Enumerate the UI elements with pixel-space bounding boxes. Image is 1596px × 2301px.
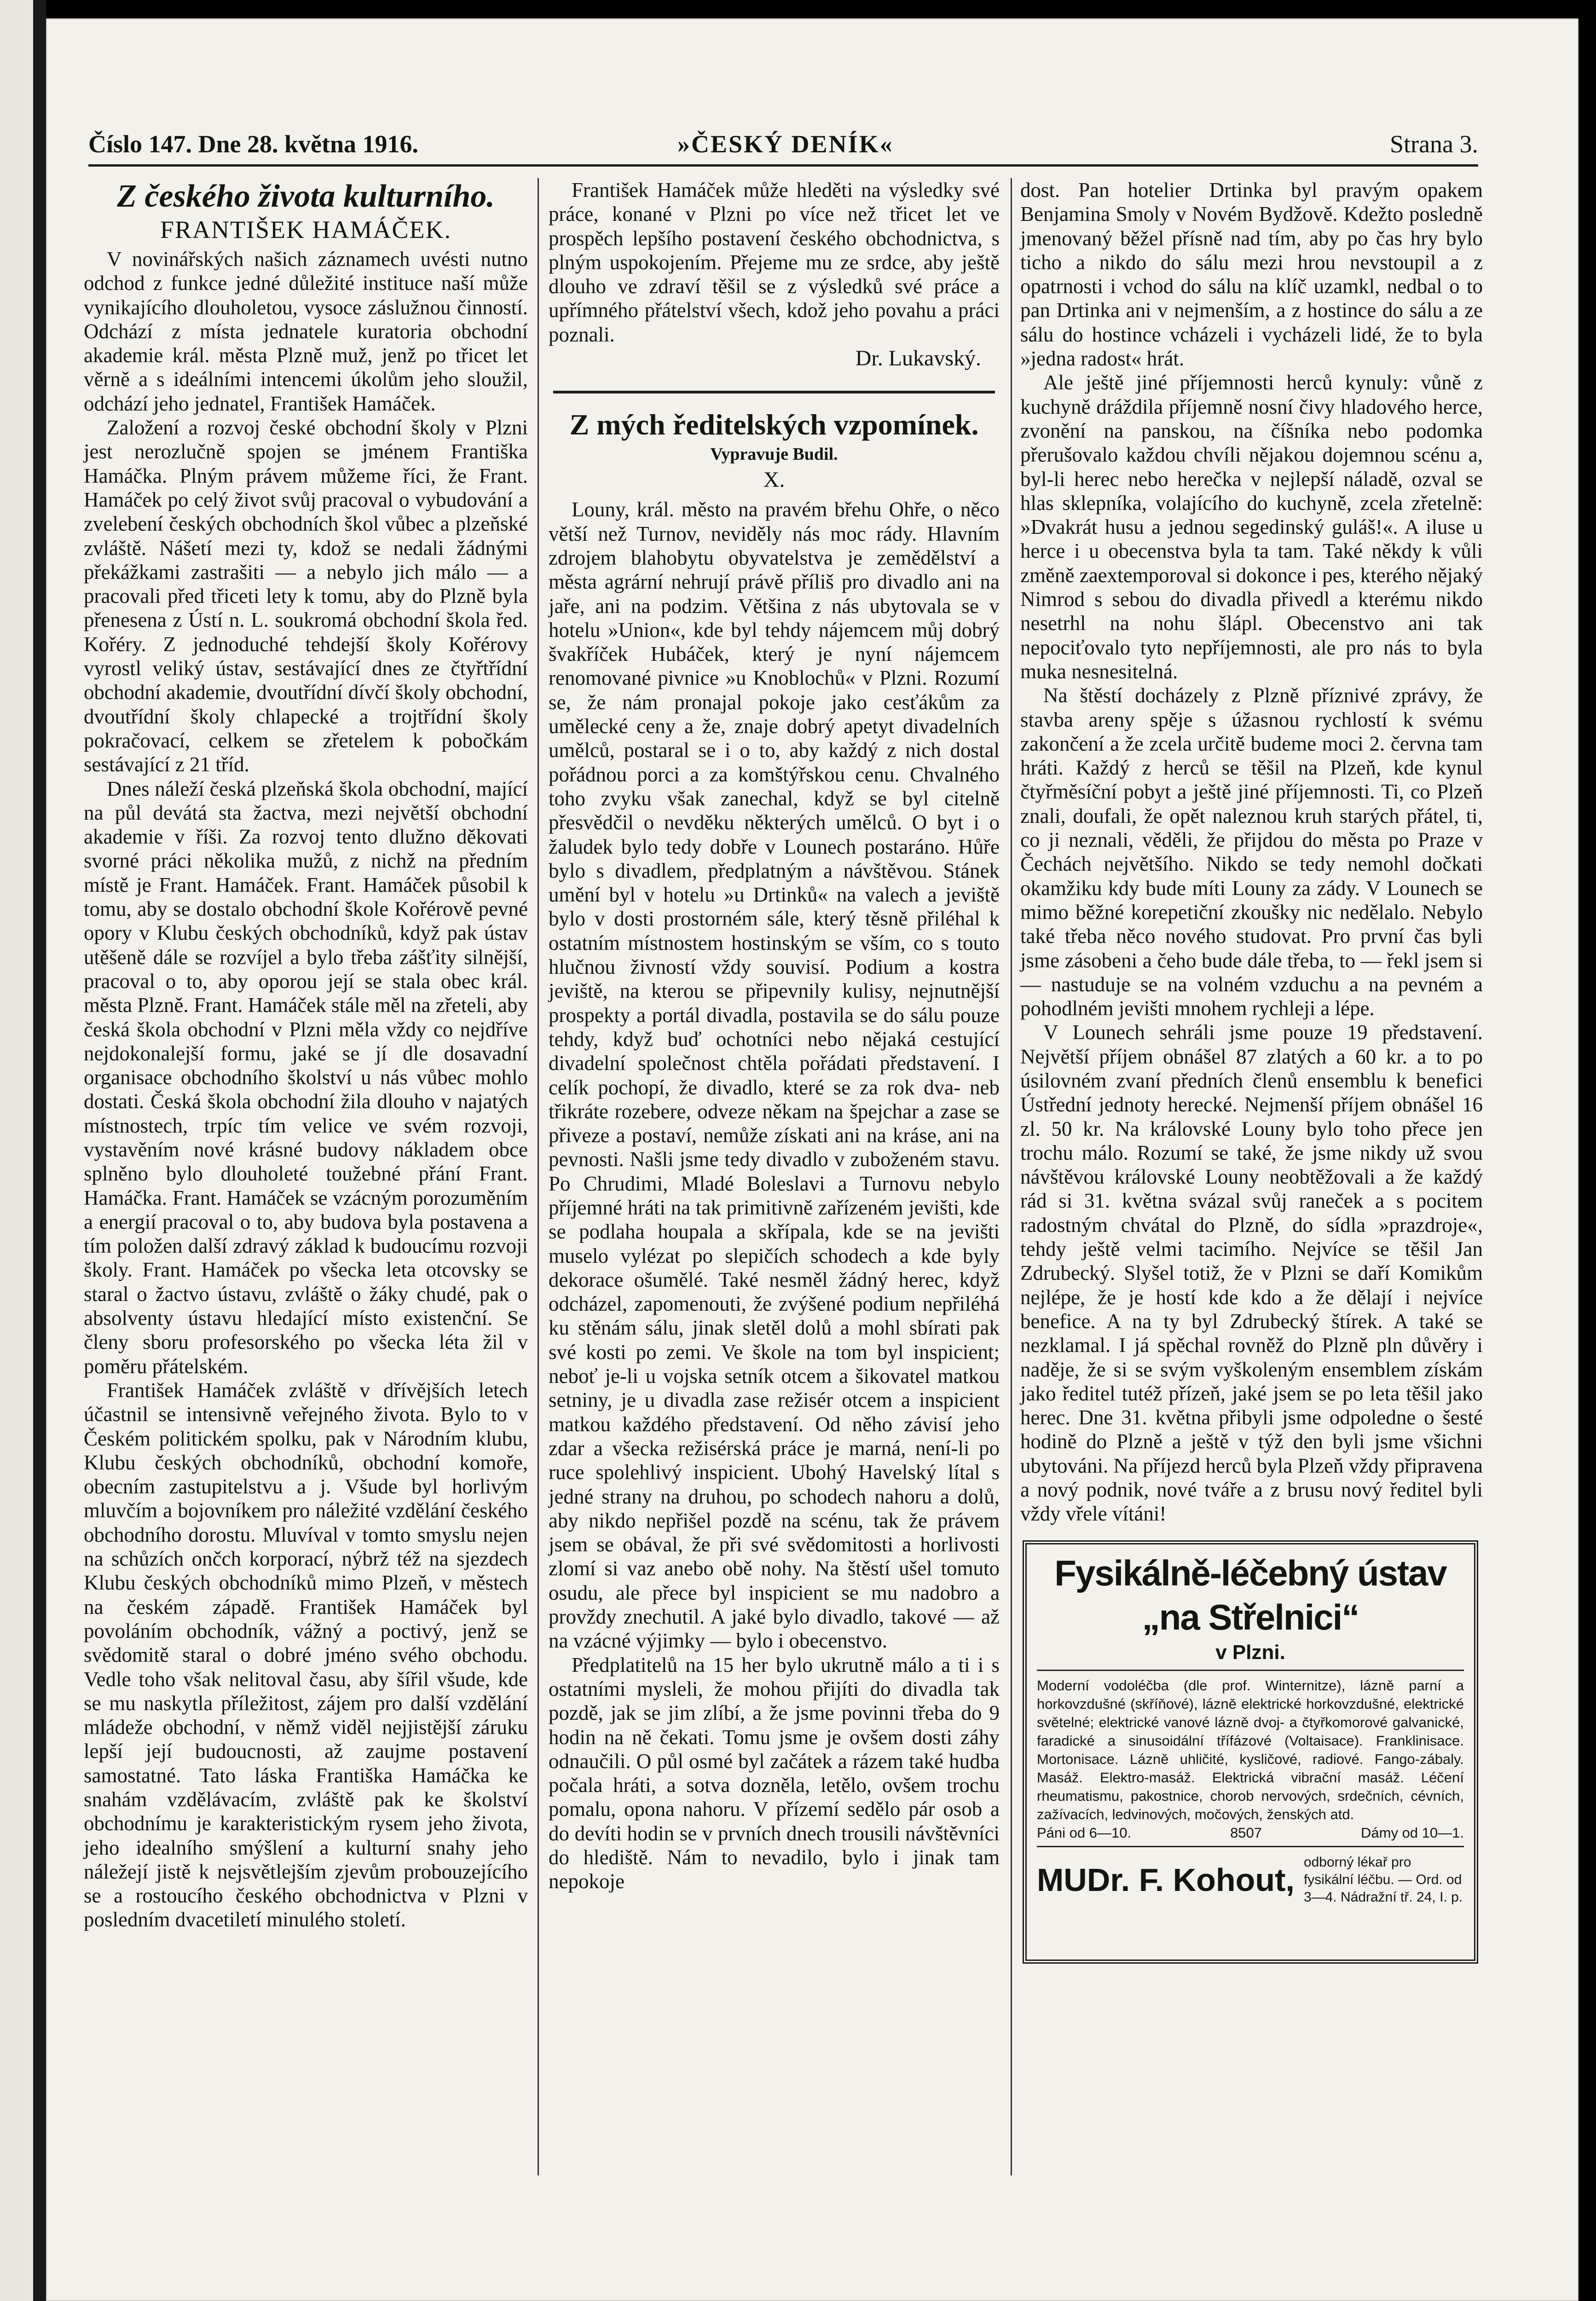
column-divider <box>1011 178 1012 2175</box>
ad-hours <box>1037 1824 1464 1847</box>
article-subtitle: FRANTIŠEK HAMÁČEK. <box>160 216 452 243</box>
article-paragraph: František Hamáček zvláště v dřívějších letech účastnil se intensivně veřejného života. Bylo to v Českém politickém spolku, pak v Národním klubu, Klubu českých obchodníků, obchodní komoře, obecním zastupitelstvu a j. Všude byl horlivým mluvčím a bojovníkem pro náležité vzdělání českého obchodního dorostu. Mluvíval v tomto smyslu nejen na schůzích ončch korporací, nýbrž též na sjezdech Klubu českých obchodníků mimo Plzeň, v městech na českém západě. František Hamáček byl povoláním obchodník, vážný a poctivý, jenž se svědomitě staral o dobré jméno svého obchodu. Vedle toho však nelitoval času, aby šířil všude, kde se mu naskytla příležitost, zájem pro další vzdělání mládeže obchodní, v němž viděl nejjistější záruku lepší její budoucnosti, až zaujme postavení samostatné. Tato láska Františka Hamáčka ke snahám vzdělávacím, zvláště pak ke školství obchodnímu je karakteristickým rysem jeho života, jeho idealního smýšlení a kulturní snahy jeho náležejí jistě k nejsvětlejším zjevům probouzejícího se a rostoucího českého obchodnictva v Plzni v posledním dvacetiletí minulého století. <box>84 1378 528 1931</box>
ad-body: Moderní vodoléčba (dle prof. Winternitze), lázně parní a horkovzdušné (skříňové), lázně elektrické horkovzdušné, elektrické světelné; elektrické vanové lázně dvoj- a čtyřkomorové galvanické, faradické a sinusoidální třífázové (Voltaisace). Franklinisace. Mortonisace. Lázně uhličité, kysličové, radiové. Fango-zábaly. Masáž. Elektro-masáž. Elektrická vibrační masáž. Léčení rheumatismu, pakostnice, chorob nervových, srdečních, cévních, zažívacích, ledvinových, močových, ženských atd. <box>1037 1677 1464 1822</box>
article-paragraph: Založení a rozvoj české obchodní školy v Plzni jest nerozlučně spojen se jménem Františka Hamáčka. Plným právem můžeme říci, že Frant. Hamáček po celý život svůj pracoval o vybudování a zvelebení českých obchodních škol vůbec a plzeňské zvláště. Nášetí mezi ty, kdož se nedali žádnými překážkami zastrašiti — a nebylo jich málo — a pracovali před třiceti lety k tomu, aby do Plzně byla přenesena z Ústí n. L. soukromá obchodní škola řed. Kořéry. Z jednoduché tehdejší školy Kořérovy vyrostl veliký ústav, sestávající dnes ze čtyřtřídní obchodní akademie, dvoutřídní dívčí školy obchodní, dvoutřídní školy chlapecké a trojtřídní školy pokračovací, celkem se zřetelem k pobočkám sestávající z 21 tříd. <box>84 416 528 776</box>
column-divider <box>538 178 539 2175</box>
article-paragraph: V novinářských našich záznamech uvésti nutno odchod z funkce jedné důležité instituce naší může vynikajícího dlouholetou, vysoce záslužnou činností. Odchází z místa jednatele kuratoria obchodní akademie král. města Plzně muž, jenž po třicet let věrně a s ideálními intencemi úkolům jeho sloužil, odchází jeho jednatel, František Hamáček. <box>84 248 528 415</box>
ad-doctor-info: odborný lékař pro fysikální léčbu. — Ord. od 3—4. Nádražní tř. 24, I. p. <box>1303 1855 1463 1905</box>
ad-doctor-name: MUDr. F. Kohout, <box>1037 1862 1295 1898</box>
article-paragraph: Předplatitelů na 15 her bylo ukrutně málo a ti i s ostatními mysleli, že mohou přijíti do divadla tak pozdě, jak se jim zlíbí, a že jsme povinni třeba do 9 hodin na ně čekati. Tomu jsme je ovšem dosti záhy odnaučili. O půl osmé byl začátek a rázem také hudba počala hráti, a sotva dozněla, letělo, ovšem trochu pomalu, opona nahoru. V přízemí sedělo pár osob a do devíti hodin se v prvních dnech trousili návštěvníci do hlediště. Nám to nevadilo, bylo i jinak tam nepokoje <box>549 1653 1000 1893</box>
ad-code: 8507 <box>1230 1825 1262 1841</box>
ad-doctor <box>1037 1854 1464 1906</box>
newspaper-name: »ČESKÝ DENÍK« <box>677 130 894 158</box>
ad-title: Fysikálně-léčebný ústav „na Střelnici“ <box>1054 1553 1446 1637</box>
article-paragraph: Na štěstí docházely z Plzně příznivé zprávy, že stavba areny spěje s úžasnou rychlostí k svému zakončení a že zcela určitě budeme moci 2. června tam hráti. Každý z herců se těšil na Plzeň, kde kynul čtyřměsíční pobyt a ještě jiné příjemnosti. Ti, co Plzeň znali, doufali, že opět naleznou kruh starých přátel, ti, co ji neznali, věděli, že přijdou do města po Praze v Čechách největšího. Nikdo se tedy nemohl dočkati okamžiku kdy bude míti Louny za zády. V Lounech se mimo běžné korepetiční zkoušky nic nedělalo. Nebylo také třeba něco nového studovat. Pro první čas byli jsme zásobeni a čeho bude dále třeba, to — řekl jsem si — nastuduje se na volném vzduchu a na pevném a pohodlném jevišti mnohem rychleji a lépe. <box>1020 684 1483 1020</box>
page-header <box>88 116 1478 167</box>
section-divider <box>553 391 995 393</box>
article-paragraph: dost. Pan hotelier Drtinka byl pravým opakem Benjamina Smoly v Novém Bydžově. Kdežto posledně jmenovaný běžel přísně nad tím, aby po čas hry bylo ticho a nikdo do sálu mezi hrou nevstoupil a z opatrnosti i vchod do sálu na klíč uzamkl, nedbal o to pan Drtinka ani v nejmenším, a z hostince do sálu a ze sálu do hostince vcházeli i vycházeli lidé, že to byla »jedna radost« hrát. <box>1020 179 1483 370</box>
article-paragraph: František Hamáček může hleděti na výsledky své práce, konané v Plzni po více než třicet let ve prospěch lepšího postavení českého obchodnictva, s plným uspokojením. Přejeme mu ze srdce, aby ještě dlouho ve zdraví těšil se z výsledků své práce a upřímného přátelství všech, kdož jeho povahu a práci poznali. <box>549 179 1000 346</box>
article-title: Z mých ředitelských vzpomínek. <box>569 408 979 441</box>
column-2 <box>549 178 1000 2175</box>
ad-city: v Plzni. <box>1037 1639 1464 1671</box>
newspaper-page <box>46 18 1579 2301</box>
column-3 <box>1020 178 1483 1526</box>
column-1 <box>84 178 528 2175</box>
article-paragraph: Dnes náleží česká plzeňská škola obchodní, mající na půl devátá sta žactva, mezi největší obchodní akademie v říši. Za rozvoj tento dlužno děkovati svorné práci několika mužů, z nichž na předním místě je Frant. Hamáček. Frant. Hamáček působil k tomu, aby se dostalo obchodní škole Kořérově pevné opory v Klubu českých obchodníků, když pak ústav utěšeně dále se rozvíjel a bylo třeba zášťity silnější, pracoval o to, aby oporou její se stala obec král. města Plzně. Frant. Hamáček stále měl na zřeteli, aby česká škola obchodní v Plzni měla vždy co nejdříve nejdokonalejší formu, jaké se jí dle dosavadní organisace obchodního školství u nás vůbec mohlo dostati. Česká škola obchodní žila dlouho v najatých místnostech, trpíc tím velice ve svém rozvoji, vystavěním nové krásné budovy nákladem obce splněno bylo dlouholeté toužebné přání Frant. Hamáčka. Frant. Hamáček se vzácným porozuměním a energií pracoval o to, aby budova byla postavena a tím položen další zdravý základ k budoucímu rozvoji školy. Frant. Hamáček po všecka leta otcovsky se staral o žactvo ústavu, zvláště o žáky chudé, pak o absolventy ústavu hledající místo existenční. Se členy sboru profesorského po všecka léta žil v poměru přátelském. <box>84 777 528 1378</box>
advertisement-box <box>1023 1540 1478 1964</box>
article-title: Z českého života kulturního. <box>117 179 495 214</box>
article-paragraph: Louny, král. město na pravém břehu Ohře, o něco větší než Turnov, neviděly nás moc rády. Hlavním zdrojem blahobytu obyvatelstva je zemědělství a města agrární nehrují právě příliš pro divadlo ani na jaře, ani na podzim. Většina z nás ubytovala se v hotelu »Union«, kde byl tehdy nájemcem můj dobrý švakříček Hubáček, který je nyní nájemcem renomované pivnice »u Knoblochů« v Plzni. Rozumí se, že nám pronajal pokoje jako cesťákům za umělecké ceny a že, znaje dobrý apetyt divadelních umělců, postaral se i o to, aby každý z nich dostal pořádnou porci a za komštýřskou cenu. Chvalného toho zvyku však zanechal, když se byl citelně přesvědčil o nevděku některých umělců. O byt i o žaludek bylo tedy dobře v Lounech postaráno. Hůře bylo s divadlem, předplatným a návštěvou. Stánek umění byl v hotelu »u Drtinků« na valech a jeviště bylo v dosti prostorném sále, který těsně přiléhal k ostatním místnostem hostinským se vším, co s touto hlučnou živností vždy souvisí. Podium a kostra jeviště, na kterou se připevnily kulisy, nejnutnější prospekty a portál divadla, postavila se do sálu pouze tehdy, když buď ochotníci nebo nějaká cestující divadelní společnost chtěla pořádati představení. I celík pochopí, že divadlo, které se za rok dva- neb třikráte rozebere, odveze někam na špejchar a zase se přiveze a postaví, nemůže získati ani na kráse, ani na pevnosti. Našli jsme tedy divadlo v zuboženém stavu. Po Chrudimi, Mladé Boleslavi a Turnovu nebylo příjemné hráti na tak primitivně zařízeném jevišti, kde se podlaha houpala a skřípala, kde se na jevišti muselo vylézat po slepičích schodech a kde byly dekorace ošumělé. Také nesměl žádný herec, když odcházel, zapomenouti, že zvýšené podium nepřiléhá ku stěnám sálu, jinak sletěl dolů a mohl sbírati pak své kosti po zemi. Ve škole na tom byl inspicient; neboť je-li u vojska setník otcem a šikovatel matkou setniny, je u divadla zase režisér otcem a inspicient matkou každého představení. Od něho závisí jeho zdar a všecka režisérská práce je marná, není-li po ruce spolehlivý inspicient. Ubohý Havelský lítal s jedné strany na druhou, po schodech nahoru a dolů, aby nikdo nepřišel pozdě na scénu, tak že právem jsem se obával, že při své svědomitosti a horlivosti zlomí si vaz anebo obě nohy. Na štěstí ušel tomuto osudu, ale přece byl inspicient se mu nadobro a provždy znechutil. A jaké bylo divadlo, takové — až na vzácné výjimky — bylo i obecenstvo. <box>549 498 1000 1653</box>
header-rule <box>88 164 1478 167</box>
ad-hours-men: Páni od 6—10. <box>1037 1825 1132 1841</box>
adjacent-page-edge <box>0 0 46 2301</box>
page-number: Strana 3. <box>1390 130 1478 158</box>
chapter-number: X. <box>763 468 785 492</box>
article-paragraph: V Lounech sehráli jsme pouze 19 představení. Největší příjem obnášel 87 zlatých a 60 kr. a to po úsilovném zvaní předních členů ensemblu k benefici Ústřední jednoty herecké. Nejmenší příjem obnášel 16 zl. 50 kr. Na královské Louny bylo toho přece jen trochu málo. Rozumí se také, že jsme nikdy už svou návštěvou královské Louny neobtěžovali a že každý rád si 31. května svázal svůj raneček a s pocitem radostným chvátal do Plzně, do sídla »prazdroje«, tehdy ještě velmi tacimího. Nejvíce se těšil Jan Zdrubecký. Slyšel totiž, že v Plzni se daří Komikům nejlépe, že je hostí kde kdo a že dělají i nejvíce benefice. A na ty byl Zdrubecký štírek. A také se nezklamal. I já spěchal rovněž do Plzně pln důvěry i naděje, že si se svým vyškoleným ensemblem získám jako ředitel tutéž přízeň, jaké jsem se po leta těšil jako herec. Dne 31. května přibyli jsme odpoledne o šesté hodině do Plzně a ještě v týž den byli jsme všichni ubytováni. Na příjezd herců byla Plzeň vždy připravena a nový podnik, nové tváře a z brusu nový ředitel byli vždy vřele vítáni! <box>1020 1021 1483 1526</box>
article-paragraph: Ale ještě jiné příjemnosti herců kynuly: vůně z kuchyně dráždila příjemně nosní čivy hladového herce, zvonění na panskou, na číšníka nebo podomka přerušovalo každou chvíli nějakou dojemnou scénu a, byl-li herec nebo herečka v nejlepší náladě, ozval se hlas sklepníka, volajícího do kuchyně, zcela zřetelně: »Dvakrát husu a jednou segedinský guláš!«. A iluse u herce i u obecenstva byla ta tam. Také někdy k vůli změně zaextemporoval si dokonce i pes, kterého nějaký Nimrod s sebou do divadla přivedl a kterému nikdo nesetrhl na nohu šlápl. Obecenstvo ani tak nepociťovalo tyto nepříjemnosti, ale pro nás to byla muka nesnesitelná. <box>1020 371 1483 683</box>
issue-date: Číslo 147. Dne 28. května 1916. <box>88 130 419 158</box>
author-signature: Dr. Lukavský. <box>855 346 981 371</box>
article-byline: Vypravuje Budil. <box>710 445 838 464</box>
ad-hours-women: Dámy od 10—1. <box>1361 1825 1464 1841</box>
